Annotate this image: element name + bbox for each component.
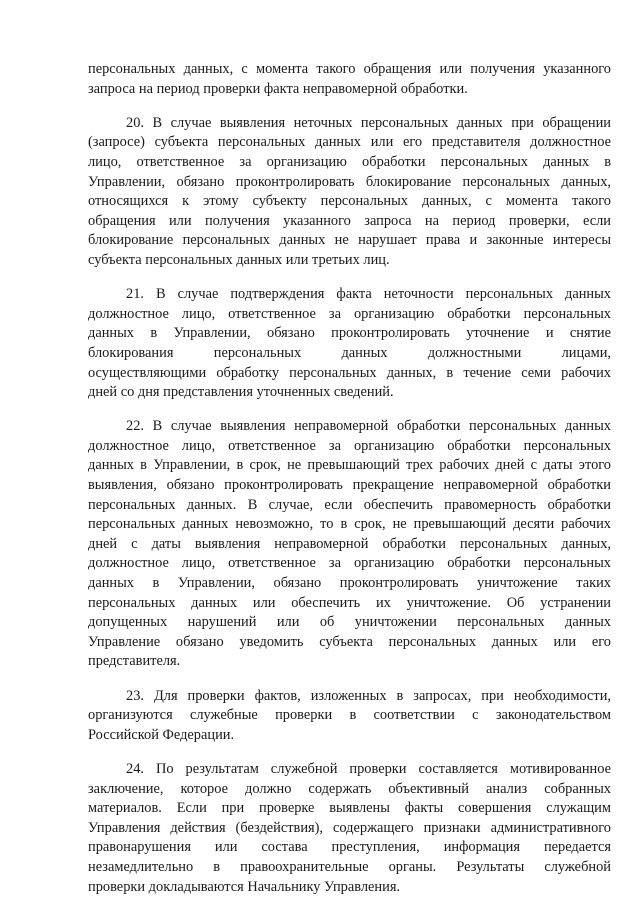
text-line: выявления, обязано проконтролировать прекращение неправомерной обработки bbox=[88, 477, 611, 494]
paragraph-24 bbox=[88, 760, 611, 897]
text-line: 24. По результатам служебной проверки составляется мотивированное bbox=[126, 760, 611, 777]
text-line: Управлении, обязано проконтролировать блокирование персональных данных, bbox=[88, 173, 611, 190]
text-line: допущенных нарушений или об уничтожении персональных данных bbox=[88, 614, 611, 631]
text-line: субъекта персональных данных или третьих лиц. bbox=[88, 251, 390, 268]
text-line: относящихся к этому субъекту персональных данных, с момента такого bbox=[88, 193, 611, 210]
text-line: осуществляющими обработку персональных данных, в течение семи рабочих bbox=[88, 364, 611, 381]
text-line: Управления действия (бездействия), содержащего признаки административного bbox=[88, 819, 611, 836]
paragraph-20 bbox=[88, 114, 611, 271]
paragraph-22 bbox=[88, 417, 611, 672]
text-line: должностное лицо, ответственное за организацию обработки персональных bbox=[88, 437, 611, 454]
text-line: данных в Управлении, обязано проконтролировать уничтожение таких bbox=[88, 575, 611, 592]
text-line: персональных данных невозможно, то в срок, не превышающий десяти рабочих bbox=[88, 516, 611, 533]
text-line: правонарушения или состава преступления, информация передается bbox=[88, 839, 611, 856]
text-line: блокирование персональных данных не нарушает права и законные интересы bbox=[88, 232, 611, 249]
text-line: представителя. bbox=[88, 653, 181, 670]
paragraph-21 bbox=[88, 285, 611, 403]
text-line: данных в Управлении, в срок, не превышающий трех рабочих дней с даты этого bbox=[88, 457, 611, 474]
text-line: данных в Управлении, обязано проконтролировать уточнение и снятие bbox=[88, 325, 611, 342]
text-line: запроса на период проверки факта неправомерной обработки. bbox=[88, 80, 468, 97]
text-line: персональных данных или обеспечить их уничтожение. Об устранении bbox=[88, 594, 611, 611]
text-line: персональных данных. В случае, если обеспечить правомерность обработки bbox=[88, 496, 611, 513]
text-line: Российской Федерации. bbox=[88, 726, 235, 743]
document-page bbox=[88, 60, 611, 897]
paragraph-continuation bbox=[88, 60, 611, 99]
text-line: 22. В случае выявления неправомерной обработки персональных данных bbox=[126, 418, 611, 435]
text-line: (запросе) субъекта персональных данных или его представителя должностное bbox=[88, 134, 611, 151]
text-line: должностное лицо, ответственное за организацию обработки персональных bbox=[88, 305, 611, 322]
text-line: обращения или получения указанного запроса на период проверки, если bbox=[88, 212, 611, 229]
text-line: персональных данных, с момента такого обращения или получения указанного bbox=[88, 61, 611, 77]
text-line: 21. В случае подтверждения факта неточности персональных данных bbox=[126, 286, 611, 303]
text-line: лицо, ответственное за организацию обработки персональных данных в bbox=[88, 153, 611, 170]
text-line: дней с даты выявления неправомерной обработки персональных данных, bbox=[88, 535, 611, 552]
text-line: незамедлительно в правоохранительные органы. Результаты служебной bbox=[88, 858, 611, 875]
text-line: Управление обязано уведомить субъекта персональных данных или его bbox=[88, 633, 611, 650]
text-line: блокирования персональных данных должностными лицами, bbox=[88, 344, 611, 361]
text-line: заключение, которое должно содержать объективный анализ собранных bbox=[88, 780, 611, 797]
text-line: 23. Для проверки фактов, изложенных в запросах, при необходимости, bbox=[126, 687, 611, 704]
text-line: организуются служебные проверки в соответствии с законодательством bbox=[88, 707, 611, 724]
text-line: дней со дня представления уточненных сведений. bbox=[88, 384, 394, 401]
paragraph-23 bbox=[88, 687, 611, 746]
text-line: материалов. Если при проверке выявлены факты совершения служащим bbox=[88, 800, 611, 817]
text-line: 20. В случае выявления неточных персональных данных при обращении bbox=[126, 114, 611, 131]
text-line: должностное лицо, ответственное за организацию обработки персональных bbox=[88, 555, 611, 572]
text-line: проверки докладываются Начальнику Управления. bbox=[88, 878, 401, 895]
